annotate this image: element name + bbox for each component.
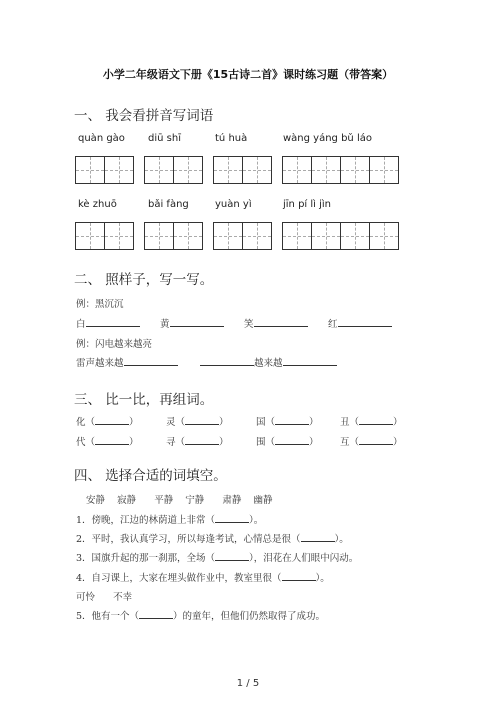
answer-line[interactable] (359, 435, 393, 445)
fill-item (328, 316, 392, 330)
pinyin-6: bǎi fàng (148, 199, 189, 210)
word-bank-1: 安静 寂静 平静 宁静 肃静 幽静 (86, 495, 273, 506)
question-text: 3．国旗升起的那一刹那，全场（ (76, 553, 216, 564)
section2-heading: 二、 照样子，写一写。 (74, 272, 214, 288)
answer-line[interactable] (215, 551, 249, 561)
phrase-2 (200, 355, 337, 369)
compare-item (340, 434, 403, 448)
answer-line[interactable] (275, 415, 309, 425)
question-text: ）。 (315, 573, 330, 584)
compare-close: ） (219, 417, 229, 428)
page-title: 小学二年级语文下册《15古诗二首》课时练习题（带答案） (102, 68, 394, 81)
answer-line[interactable] (275, 435, 309, 445)
writing-box[interactable] (213, 222, 272, 250)
section3-heading: 三、 比一比，再组词。 (74, 392, 214, 408)
compare-char: 围（ (256, 437, 276, 448)
question-text: ）的童年，但他们仍然取得了成功。 (173, 611, 326, 622)
question-text: 4．自习课上，大家在埋头做作业中，教室里很（ (76, 573, 282, 584)
answer-line[interactable] (185, 415, 219, 425)
compare-char: 代（ (76, 437, 96, 448)
pinyin-1: quàn gào (78, 133, 125, 144)
section4-heading: 四、 选择合适的词填空。 (74, 468, 227, 484)
compare-item (340, 414, 403, 428)
pinyin-5: kè zhuō (78, 199, 117, 210)
compare-char: 互（ (340, 437, 360, 448)
compare-close: ） (129, 437, 139, 448)
answer-line[interactable] (95, 415, 129, 425)
fill-item-label: 白 (76, 319, 86, 330)
compare-close: ） (393, 437, 403, 448)
compare-item (166, 434, 229, 448)
pinyin-7: yuàn yì (215, 199, 252, 210)
answer-line[interactable] (170, 317, 224, 327)
compare-close: ） (219, 437, 229, 448)
compare-item (166, 414, 229, 428)
example-2: 例：闪电越来越亮 (76, 339, 153, 350)
writing-box[interactable] (144, 222, 203, 250)
writing-box[interactable] (75, 222, 134, 250)
compare-close: ） (129, 417, 139, 428)
compare-close: ） (309, 417, 319, 428)
question-text: ），泪花在人们眼中闪动。 (249, 553, 359, 564)
answer-line[interactable] (86, 317, 140, 327)
question-text: ）。 (249, 515, 264, 526)
fill-item-label: 红 (328, 319, 338, 330)
answer-line[interactable] (139, 609, 173, 619)
writing-box[interactable] (144, 156, 203, 184)
answer-line[interactable] (283, 356, 337, 366)
answer-line[interactable] (338, 317, 392, 327)
compare-char: 灵（ (166, 417, 186, 428)
answer-line[interactable] (200, 356, 254, 366)
compare-item (76, 414, 139, 428)
writing-box[interactable] (282, 222, 399, 250)
question-text: 1．傍晚，江边的林荫道上非常（ (76, 515, 216, 526)
compare-close: ） (393, 417, 403, 428)
answer-line[interactable] (359, 415, 393, 425)
phrase-1-label: 雷声越来越 (76, 358, 124, 369)
pinyin-8: jīn pí lì jìn (283, 199, 332, 210)
compare-item (76, 434, 139, 448)
fill-item-label: 笑 (244, 319, 254, 330)
fill-item-label: 黄 (160, 319, 170, 330)
phrase-2-label: 越来越 (254, 358, 283, 369)
fill-item (160, 316, 224, 330)
answer-line[interactable] (301, 532, 335, 542)
writing-box[interactable] (282, 156, 399, 184)
compare-char: 国（ (256, 417, 276, 428)
answer-line[interactable] (124, 356, 178, 366)
question-2 (76, 531, 349, 545)
compare-close: ） (309, 437, 319, 448)
page-number: 1 / 5 (236, 678, 260, 689)
answer-line[interactable] (254, 317, 308, 327)
question-text: 2．平时，我认真学习，所以每逢考试，心情总是很（ (76, 534, 301, 545)
example-1: 例：黑沉沉 (76, 299, 124, 310)
phrase-1 (76, 355, 178, 369)
fill-item (76, 316, 140, 330)
answer-line[interactable] (95, 435, 129, 445)
writing-grid-row-2 (75, 222, 399, 250)
writing-grid-row-1 (75, 156, 399, 184)
question-5 (76, 608, 325, 622)
compare-char: 化（ (76, 417, 96, 428)
answer-line[interactable] (282, 571, 316, 581)
question-3 (76, 550, 358, 564)
question-text: ）。 (334, 534, 349, 545)
word-bank-2: 可怜 不幸 (76, 592, 133, 603)
fill-item (244, 316, 308, 330)
answer-line[interactable] (215, 513, 249, 523)
compare-char: 寻（ (166, 437, 186, 448)
question-text: 5．他有一个（ (76, 611, 140, 622)
writing-box[interactable] (213, 156, 272, 184)
pinyin-3: tú huà (215, 133, 248, 144)
compare-char: 丑（ (340, 417, 360, 428)
question-4 (76, 570, 330, 584)
pinyin-4: wàng yáng bǔ láo (283, 133, 372, 144)
writing-box[interactable] (75, 156, 134, 184)
answer-line[interactable] (185, 435, 219, 445)
pinyin-2: diū shī (148, 133, 181, 144)
compare-item (256, 414, 319, 428)
section1-heading: 一、 我会看拼音写词语 (74, 108, 214, 124)
question-1 (76, 512, 263, 526)
compare-item (256, 434, 319, 448)
